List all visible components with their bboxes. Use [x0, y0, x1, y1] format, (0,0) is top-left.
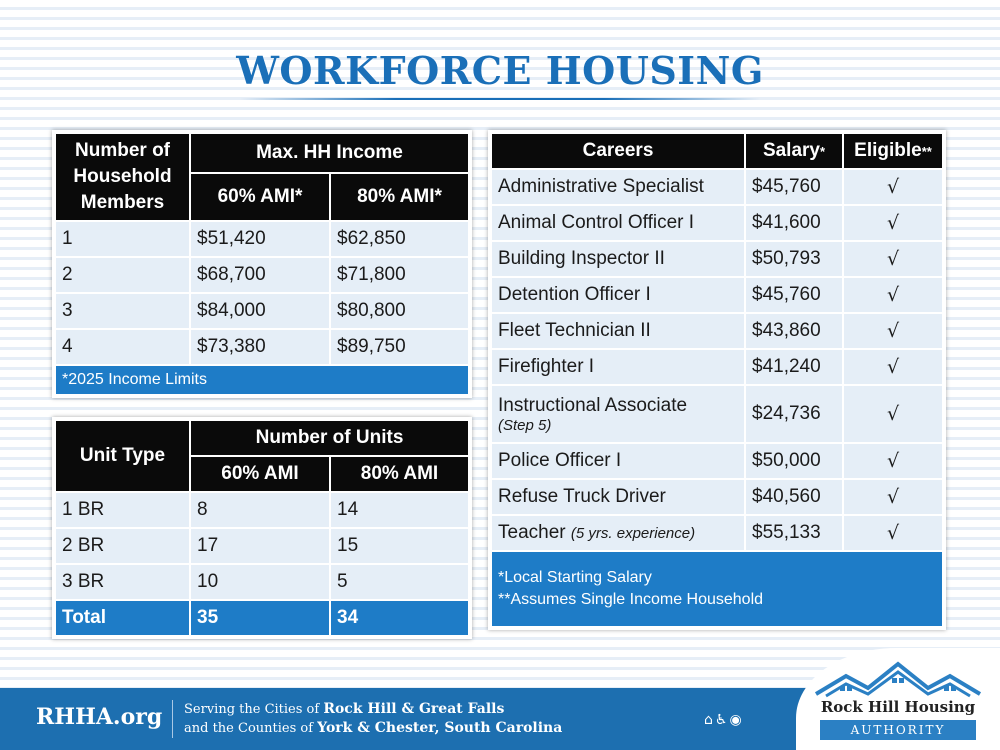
units-80-cell: 15	[331, 529, 468, 563]
eligible-check-icon: √	[844, 206, 942, 240]
total-60-cell: 35	[191, 601, 329, 635]
website-link[interactable]: RHHA.org	[36, 704, 163, 730]
table-row	[56, 493, 468, 527]
career-name: Instructional Associate	[498, 394, 688, 416]
salary-cell: $43,860	[746, 314, 842, 348]
salary-cell: $55,133	[746, 516, 842, 550]
eligible-check-icon: √	[844, 314, 942, 348]
header-unit-type: Unit Type	[56, 421, 189, 491]
eligible-check-icon: √	[844, 242, 942, 276]
unit-count-table	[52, 417, 472, 639]
units-60-cell: 10	[191, 565, 329, 599]
total-label: Total	[56, 601, 189, 635]
eligible-asterisks: **	[921, 144, 932, 159]
total-80-cell: 34	[331, 601, 468, 635]
service-line-2-prefix: and the Counties of	[184, 721, 318, 736]
career-cell	[492, 386, 744, 442]
unit-type-cell: 1 BR	[56, 493, 189, 527]
units-60-cell: 17	[191, 529, 329, 563]
footer-icons	[704, 712, 744, 728]
table-row	[492, 350, 942, 384]
total-row	[56, 601, 468, 635]
page-title: WORKFORCE HOUSING	[236, 48, 764, 93]
table-row	[56, 222, 468, 256]
header-careers: Careers	[492, 134, 744, 168]
income-80-cell: $71,800	[331, 258, 468, 292]
header-eligible	[844, 134, 942, 168]
table-row	[492, 242, 942, 276]
service-area-line-2	[184, 720, 562, 736]
table-row	[492, 170, 942, 204]
header-household-members: Number of Household Members	[56, 134, 189, 220]
income-60-cell: $84,000	[191, 294, 329, 328]
career-note: (5 yrs. experience)	[570, 525, 696, 542]
table-row	[56, 294, 468, 328]
header-salary	[746, 134, 842, 168]
eligible-label: Eligible	[854, 140, 922, 161]
career-note: (Step 5)	[498, 416, 552, 434]
career-name: Teacher	[498, 522, 566, 543]
income-80-cell: $89,750	[331, 330, 468, 364]
eligible-check-icon: √	[844, 444, 942, 478]
header-max-income: Max. HH Income	[191, 134, 468, 172]
eligible-check-icon: √	[844, 516, 942, 550]
income-60-cell: $51,420	[191, 222, 329, 256]
hearing-icon: ◉	[729, 712, 744, 728]
salary-asterisk: *	[819, 144, 826, 159]
salary-footnote: *Local Starting Salary	[498, 569, 652, 586]
income-limits-note: *2025 Income Limits	[56, 366, 468, 394]
careers-notes	[492, 552, 942, 626]
career-cell: Building Inspector II	[492, 242, 744, 276]
career-cell: Animal Control Officer I	[492, 206, 744, 240]
salary-cell: $24,736	[746, 386, 842, 442]
table-row	[492, 314, 942, 348]
income-80-cell: $80,800	[331, 294, 468, 328]
service-line-1-cities: Rock Hill & Great Falls	[323, 701, 505, 717]
unit-type-cell: 2 BR	[56, 529, 189, 563]
salary-cell: $41,240	[746, 350, 842, 384]
unit-type-cell: 3 BR	[56, 565, 189, 599]
eligible-check-icon: √	[844, 350, 942, 384]
units-80-cell: 5	[331, 565, 468, 599]
service-line-2-counties: York & Chester, South Carolina	[317, 720, 563, 736]
salary-cell: $50,793	[746, 242, 842, 276]
header-units-80: 80% AMI	[331, 457, 468, 491]
units-60-cell: 8	[191, 493, 329, 527]
income-60-cell: $68,700	[191, 258, 329, 292]
header-income-60: 60% AMI*	[191, 174, 329, 220]
income-60-cell: $73,380	[191, 330, 329, 364]
logo-name: Rock Hill Housing	[820, 698, 976, 716]
career-cell: Refuse Truck Driver	[492, 480, 744, 514]
eligible-check-icon: √	[844, 170, 942, 204]
salary-cell: $40,560	[746, 480, 842, 514]
members-cell: 1	[56, 222, 189, 256]
equal-housing-icon: ⌂	[704, 712, 715, 728]
salary-label: Salary	[762, 140, 820, 161]
salary-cell: $41,600	[746, 206, 842, 240]
career-cell: Firefighter I	[492, 350, 744, 384]
eligible-check-icon: √	[844, 278, 942, 312]
career-cell	[492, 516, 744, 550]
table-row	[492, 444, 942, 478]
career-cell: Administrative Specialist	[492, 170, 744, 204]
salary-cell: $45,760	[746, 170, 842, 204]
footer-divider	[172, 700, 173, 738]
eligible-check-icon: √	[844, 386, 942, 442]
table-row	[492, 206, 942, 240]
table-row	[56, 258, 468, 292]
table-row	[56, 529, 468, 563]
service-area-line-1	[184, 701, 504, 717]
salary-cell: $45,760	[746, 278, 842, 312]
income-80-cell: $62,850	[331, 222, 468, 256]
careers-table	[488, 130, 946, 630]
accessibility-icon: ♿	[714, 712, 730, 728]
income-footnote: **Assumes Single Income Household	[498, 591, 764, 608]
table-row	[56, 330, 468, 364]
table-row	[492, 480, 942, 514]
table-row	[492, 516, 942, 550]
logo-authority: AUTHORITY	[820, 720, 976, 740]
income-limits-table	[52, 130, 472, 398]
members-cell: 4	[56, 330, 189, 364]
table-row	[492, 386, 942, 442]
units-80-cell: 14	[331, 493, 468, 527]
table-row	[492, 278, 942, 312]
table-row	[56, 565, 468, 599]
eligible-check-icon: √	[844, 480, 942, 514]
members-cell: 2	[56, 258, 189, 292]
houses-roofline-icon	[796, 650, 1000, 700]
rhha-logo	[796, 648, 1000, 750]
service-line-1-prefix: Serving the Cities of	[184, 702, 324, 717]
salary-cell: $50,000	[746, 444, 842, 478]
header-income-80: 80% AMI*	[331, 174, 468, 220]
members-cell: 3	[56, 294, 189, 328]
header-units-60: 60% AMI	[191, 457, 329, 491]
career-cell: Fleet Technician II	[492, 314, 744, 348]
header-number-of-units: Number of Units	[191, 421, 468, 455]
title-underline	[240, 98, 760, 100]
career-cell: Police Officer I	[492, 444, 744, 478]
career-cell: Detention Officer I	[492, 278, 744, 312]
